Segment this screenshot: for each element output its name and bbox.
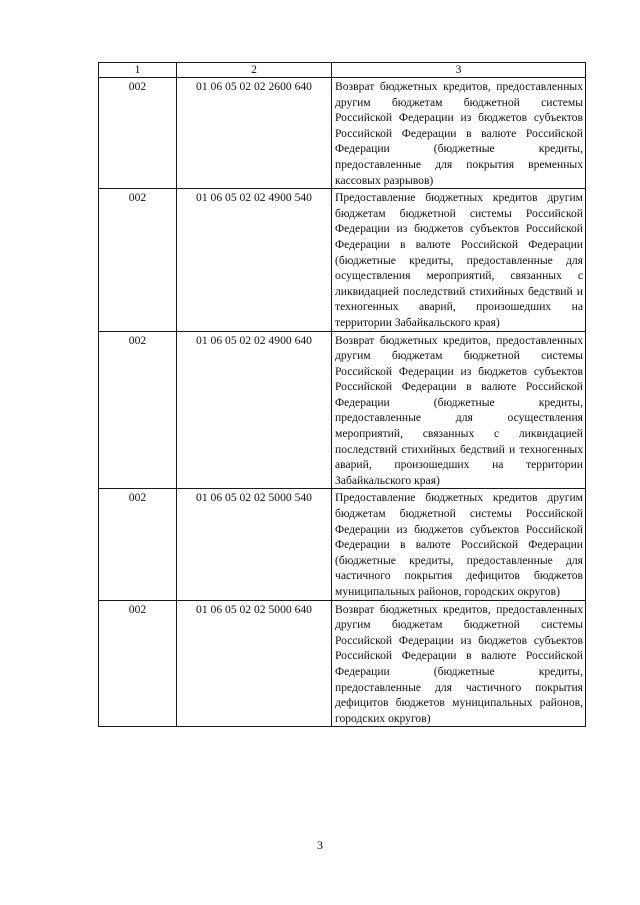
source-name-cell: Возврат бюджетных кредитов, предоставленных другим бюджетам бюджетной системы Российской Федерации из бюджетов субъектов Российской Федерации в валюте Российской Федерации (бюджетные кредиты, предоставленные для осуществления мероприятий, связанных с ликвидацией последствий стихийных бедствий и техногенных аварий, произошедших на территории Забайкальского края) — [332, 331, 586, 489]
source-name-cell: Предоставление бюджетных кредитов другим бюджетам бюджетной системы Российской Федерации из бюджетов субъектов Российской Федерации в валюте Российской Федерации (бюджетные кредиты, предоставленные для осуществления мероприятий, связанных с ликвидацией последствий стихийных бедствий и техногенных аварий, произошедших на территории Забайкальского края) — [332, 189, 586, 331]
budget-classification-code-cell: 01 06 05 02 02 4900 640 — [177, 331, 332, 489]
budget-codes-table — [98, 62, 586, 727]
table-header — [99, 63, 586, 78]
table-row — [99, 331, 586, 489]
table-header-row — [99, 63, 586, 78]
source-name-cell: Предоставление бюджетных кредитов другим бюджетам бюджетной системы Российской Федерации из бюджетов субъектов Российской Федерации в валюте Российской Федерации (бюджетные кредиты, предоставленные для частичного покрытия дефицитов бюджетов муниципальных районов, городских округов) — [332, 489, 586, 600]
budget-classification-code-cell: 01 06 05 02 02 4900 540 — [177, 189, 332, 331]
chapter-code-cell: 002 — [99, 600, 177, 727]
chapter-code-cell: 002 — [99, 331, 177, 489]
budget-classification-code-cell: 01 06 05 02 02 5000 640 — [177, 600, 332, 727]
page-number: 3 — [317, 838, 323, 852]
table-row — [99, 600, 586, 727]
budget-classification-code-cell: 01 06 05 02 02 5000 540 — [177, 489, 332, 600]
chapter-code-cell: 002 — [99, 489, 177, 600]
column-header-1: 1 — [99, 63, 177, 78]
table-row — [99, 78, 586, 189]
column-header-2: 2 — [177, 63, 332, 78]
source-name-cell: Возврат бюджетных кредитов, предоставленных другим бюджетам бюджетной системы Российской Федерации из бюджетов субъектов Российской Федерации в валюте Российской Федерации (бюджетные кредиты, предоставленные для покрытия временных кассовых разрывов) — [332, 78, 586, 189]
table-row — [99, 189, 586, 331]
chapter-code-cell: 002 — [99, 189, 177, 331]
column-header-3: 3 — [332, 63, 586, 78]
budget-classification-code-cell: 01 06 05 02 02 2600 640 — [177, 78, 332, 189]
source-name-cell: Возврат бюджетных кредитов, предоставленных другим бюджетам бюджетной системы Российской Федерации из бюджетов субъектов Российской Федерации в валюте Российской Федерации (бюджетные кредиты, предоставленные для частичного покрытия дефицитов бюджетов муниципальных районов, городских округов) — [332, 600, 586, 727]
chapter-code-cell: 002 — [99, 78, 177, 189]
table-row — [99, 489, 586, 600]
table-body — [99, 78, 586, 727]
